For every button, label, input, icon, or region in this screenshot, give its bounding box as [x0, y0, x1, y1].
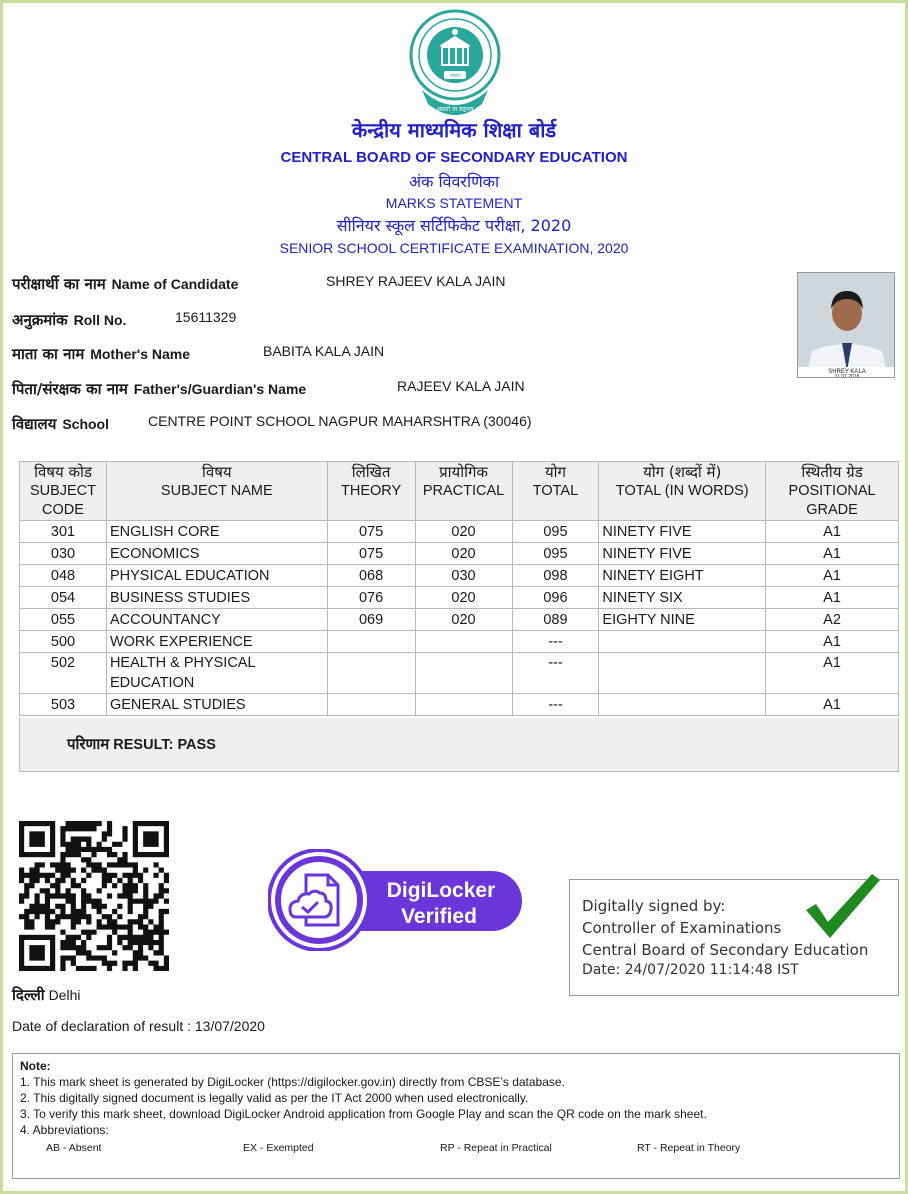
cell-subject: ENGLISH CORE — [106, 521, 327, 543]
column-header-english: SUBJECT NAME — [160, 483, 273, 499]
cell-code: 500 — [20, 631, 107, 653]
table-row — [20, 653, 899, 694]
cell-words: NINETY SIX — [599, 587, 766, 609]
doc-title-hindi: अंक विवरणिका — [408, 172, 500, 191]
cell-total: 089 — [512, 609, 599, 631]
father-label-hindi: पिता/संरक्षक का नाम — [12, 380, 128, 398]
table-body — [20, 521, 899, 716]
green-check-icon — [802, 872, 882, 942]
cell-practical: 030 — [415, 565, 512, 587]
cell-subject: WORK EXPERIENCE — [106, 631, 327, 653]
cell-total: 095 — [512, 543, 599, 565]
cell-code: 055 — [20, 609, 107, 631]
cell-theory — [327, 631, 415, 653]
name-label-hindi: परीक्षार्थी का नाम — [12, 275, 106, 293]
cell-theory: 075 — [327, 521, 415, 543]
result-label-english: RESULT: PASS — [113, 737, 216, 753]
roll-no-row — [12, 309, 237, 330]
cell-theory: 075 — [327, 543, 415, 565]
school-name: CENTRE POINT SCHOOL NAGPUR MAHARSHTRA (30046) — [148, 413, 532, 429]
table-row — [20, 565, 899, 587]
cell-grade: A1 — [766, 521, 899, 543]
logo-motto: असतो मा सद्गमय — [436, 106, 474, 113]
cell-words: NINETY FIVE — [599, 543, 766, 565]
column-header-hindi: योग — [544, 463, 566, 481]
column-header — [106, 462, 327, 521]
note-box — [12, 1053, 900, 1179]
note-line-3: 3. To verify this mark sheet, download DigiLocker Android application from Google Play and scan the QR code on the mark sheet. — [20, 1107, 707, 1121]
note-line-4: 4. Abbreviations: — [20, 1123, 109, 1137]
name-label-english: Name of Candidate — [111, 276, 239, 292]
cell-total: 098 — [512, 565, 599, 587]
exam-title-english: SENIOR SCHOOL CERTIFICATE EXAMINATION, 2020 — [279, 240, 629, 256]
photo-date: 11.07.2018 — [834, 374, 860, 378]
cell-subject: GENERAL STUDIES — [106, 694, 327, 716]
column-header — [512, 462, 599, 521]
mother-label-english: Mother's Name — [90, 346, 191, 362]
digilocker-line2: Verified — [401, 905, 477, 928]
candidate-name-row — [12, 273, 506, 294]
cell-practical: 020 — [415, 521, 512, 543]
table-row — [20, 521, 899, 543]
cell-total: 095 — [512, 521, 599, 543]
column-header-hindi: प्रायोगिक — [439, 463, 488, 481]
cell-total: --- — [512, 631, 599, 653]
school-label-hindi: विद्यालय — [12, 415, 57, 433]
board-title-hindi: केन्द्रीय माध्यमिक शिक्षा बोर्ड — [351, 118, 557, 142]
sig-line-2: Controller of Examinations — [582, 919, 782, 937]
cbse-emblem-icon — [408, 8, 502, 118]
cell-subject: ECONOMICS — [106, 543, 327, 565]
cell-code: 048 — [20, 565, 107, 587]
cell-words — [599, 653, 766, 694]
mother-name: BABITA KALA JAIN — [263, 343, 385, 359]
exam-title-hindi: सीनियर स्कूल सर्टिफिकेट परीक्षा, 2020 — [336, 216, 572, 235]
column-header-english: TOTAL (IN WORDS) — [615, 483, 749, 499]
column-header — [20, 462, 107, 521]
cell-theory — [327, 694, 415, 716]
abbr-repeat-practical: RP - Repeat in Practical — [440, 1142, 552, 1154]
cell-practical: 020 — [415, 609, 512, 631]
cell-theory: 076 — [327, 587, 415, 609]
table-header-row — [20, 462, 899, 521]
cell-practical: 020 — [415, 543, 512, 565]
column-header-english: POSITIONAL GRADE — [788, 483, 876, 518]
cell-words — [599, 631, 766, 653]
cell-grade: A1 — [766, 653, 899, 694]
cell-grade: A1 — [766, 565, 899, 587]
cell-total: --- — [512, 694, 599, 716]
column-header-english: PRACTICAL — [422, 483, 505, 499]
declaration-date: Date of declaration of result : 13/07/2020 — [12, 1018, 265, 1034]
column-header-hindi: योग (शब्दों में) — [643, 463, 722, 481]
cell-grade: A1 — [766, 543, 899, 565]
cell-total: --- — [512, 653, 599, 694]
digilocker-verified-badge — [268, 849, 526, 951]
result-text — [67, 734, 216, 754]
photo-caption: SHREY KALA — [828, 369, 866, 375]
cell-words: NINETY FIVE — [599, 521, 766, 543]
qr-code-icon[interactable] — [19, 821, 169, 971]
cell-subject: HEALTH & PHYSICAL EDUCATION — [106, 653, 327, 694]
sig-line-4: Date: 24/07/2020 11:14:48 IST — [582, 962, 799, 978]
mother-name-row — [12, 343, 385, 364]
place-english: Delhi — [48, 987, 81, 1003]
cell-practical — [415, 694, 512, 716]
digital-signature-box — [569, 879, 899, 996]
roll-label-english: Roll No. — [73, 312, 127, 328]
candidate-photo — [797, 272, 895, 378]
cell-subject: PHYSICAL EDUCATION — [106, 565, 327, 587]
column-header — [327, 462, 415, 521]
cell-practical — [415, 653, 512, 694]
note-title: Note: — [20, 1059, 51, 1073]
note-line-1: 1. This mark sheet is generated by DigiLocker (https://digilocker.gov.in) directly from CBSE’s database. — [20, 1075, 565, 1089]
father-name-row — [12, 378, 525, 399]
note-line-2: 2. This digitally signed document is legally valid as per the IT Act 2000 when used electronically. — [20, 1091, 529, 1105]
column-header — [766, 462, 899, 521]
column-header-english: THEORY — [341, 483, 402, 499]
digilocker-line1: DigiLocker — [386, 879, 496, 902]
cell-words: EIGHTY NINE — [599, 609, 766, 631]
cell-subject: BUSINESS STUDIES — [106, 587, 327, 609]
table-row — [20, 609, 899, 631]
table-row — [20, 543, 899, 565]
cell-theory: 068 — [327, 565, 415, 587]
column-header-hindi: स्थितीय ग्रेड — [801, 463, 863, 481]
result-box — [19, 718, 899, 772]
column-header — [415, 462, 512, 521]
cell-grade: A1 — [766, 694, 899, 716]
cell-grade: A2 — [766, 609, 899, 631]
father-name: RAJEEV KALA JAIN — [397, 378, 525, 394]
father-label-english: Father's/Guardian's Name — [133, 381, 307, 397]
cell-code: 054 — [20, 587, 107, 609]
school-label-english: School — [62, 416, 109, 432]
column-header-hindi: लिखित — [351, 463, 391, 481]
candidate-name: SHREY RAJEEV KALA JAIN — [326, 273, 506, 289]
cell-practical: 020 — [415, 587, 512, 609]
cell-total: 096 — [512, 587, 599, 609]
column-header-english: SUBJECT CODE — [29, 483, 97, 518]
column-header — [599, 462, 766, 521]
cell-theory — [327, 653, 415, 694]
abbr-repeat-theory: RT - Repeat in Theory — [637, 1142, 741, 1154]
cell-words: NINETY EIGHT — [599, 565, 766, 587]
sig-line-1: Digitally signed by: — [582, 897, 726, 915]
cell-theory: 069 — [327, 609, 415, 631]
cell-grade: A1 — [766, 587, 899, 609]
roll-label-hindi: अनुक्रमांक — [12, 311, 68, 329]
cell-code: 301 — [20, 521, 107, 543]
abbr-absent: AB - Absent — [46, 1142, 102, 1154]
logo-mid-text: भारत — [450, 73, 460, 79]
cell-code: 030 — [20, 543, 107, 565]
roll-number: 15611329 — [175, 309, 237, 325]
mother-label-hindi: माता का नाम — [12, 345, 85, 363]
abbr-exempted: EX - Exempted — [243, 1142, 314, 1154]
cell-subject: ACCOUNTANCY — [106, 609, 327, 631]
table-row — [20, 694, 899, 716]
board-title-english: CENTRAL BOARD OF SECONDARY EDUCATION — [280, 149, 628, 166]
column-header-english: TOTAL — [532, 483, 579, 499]
school-row — [12, 413, 532, 434]
marks-table — [19, 461, 899, 716]
sig-line-3: Central Board of Secondary Education — [582, 941, 869, 959]
cell-grade: A1 — [766, 631, 899, 653]
place-hindi: दिल्ली — [12, 986, 45, 1004]
cell-code: 502 — [20, 653, 107, 694]
cell-words — [599, 694, 766, 716]
column-header-hindi: विषय — [201, 463, 232, 481]
doc-title-english: MARKS STATEMENT — [385, 195, 523, 211]
place — [12, 985, 80, 1005]
table-row — [20, 631, 899, 653]
result-label-hindi: परिणाम — [67, 735, 110, 753]
cell-code: 503 — [20, 694, 107, 716]
table-row — [20, 587, 899, 609]
cell-practical — [415, 631, 512, 653]
column-header-hindi: विषय कोड — [34, 463, 92, 481]
